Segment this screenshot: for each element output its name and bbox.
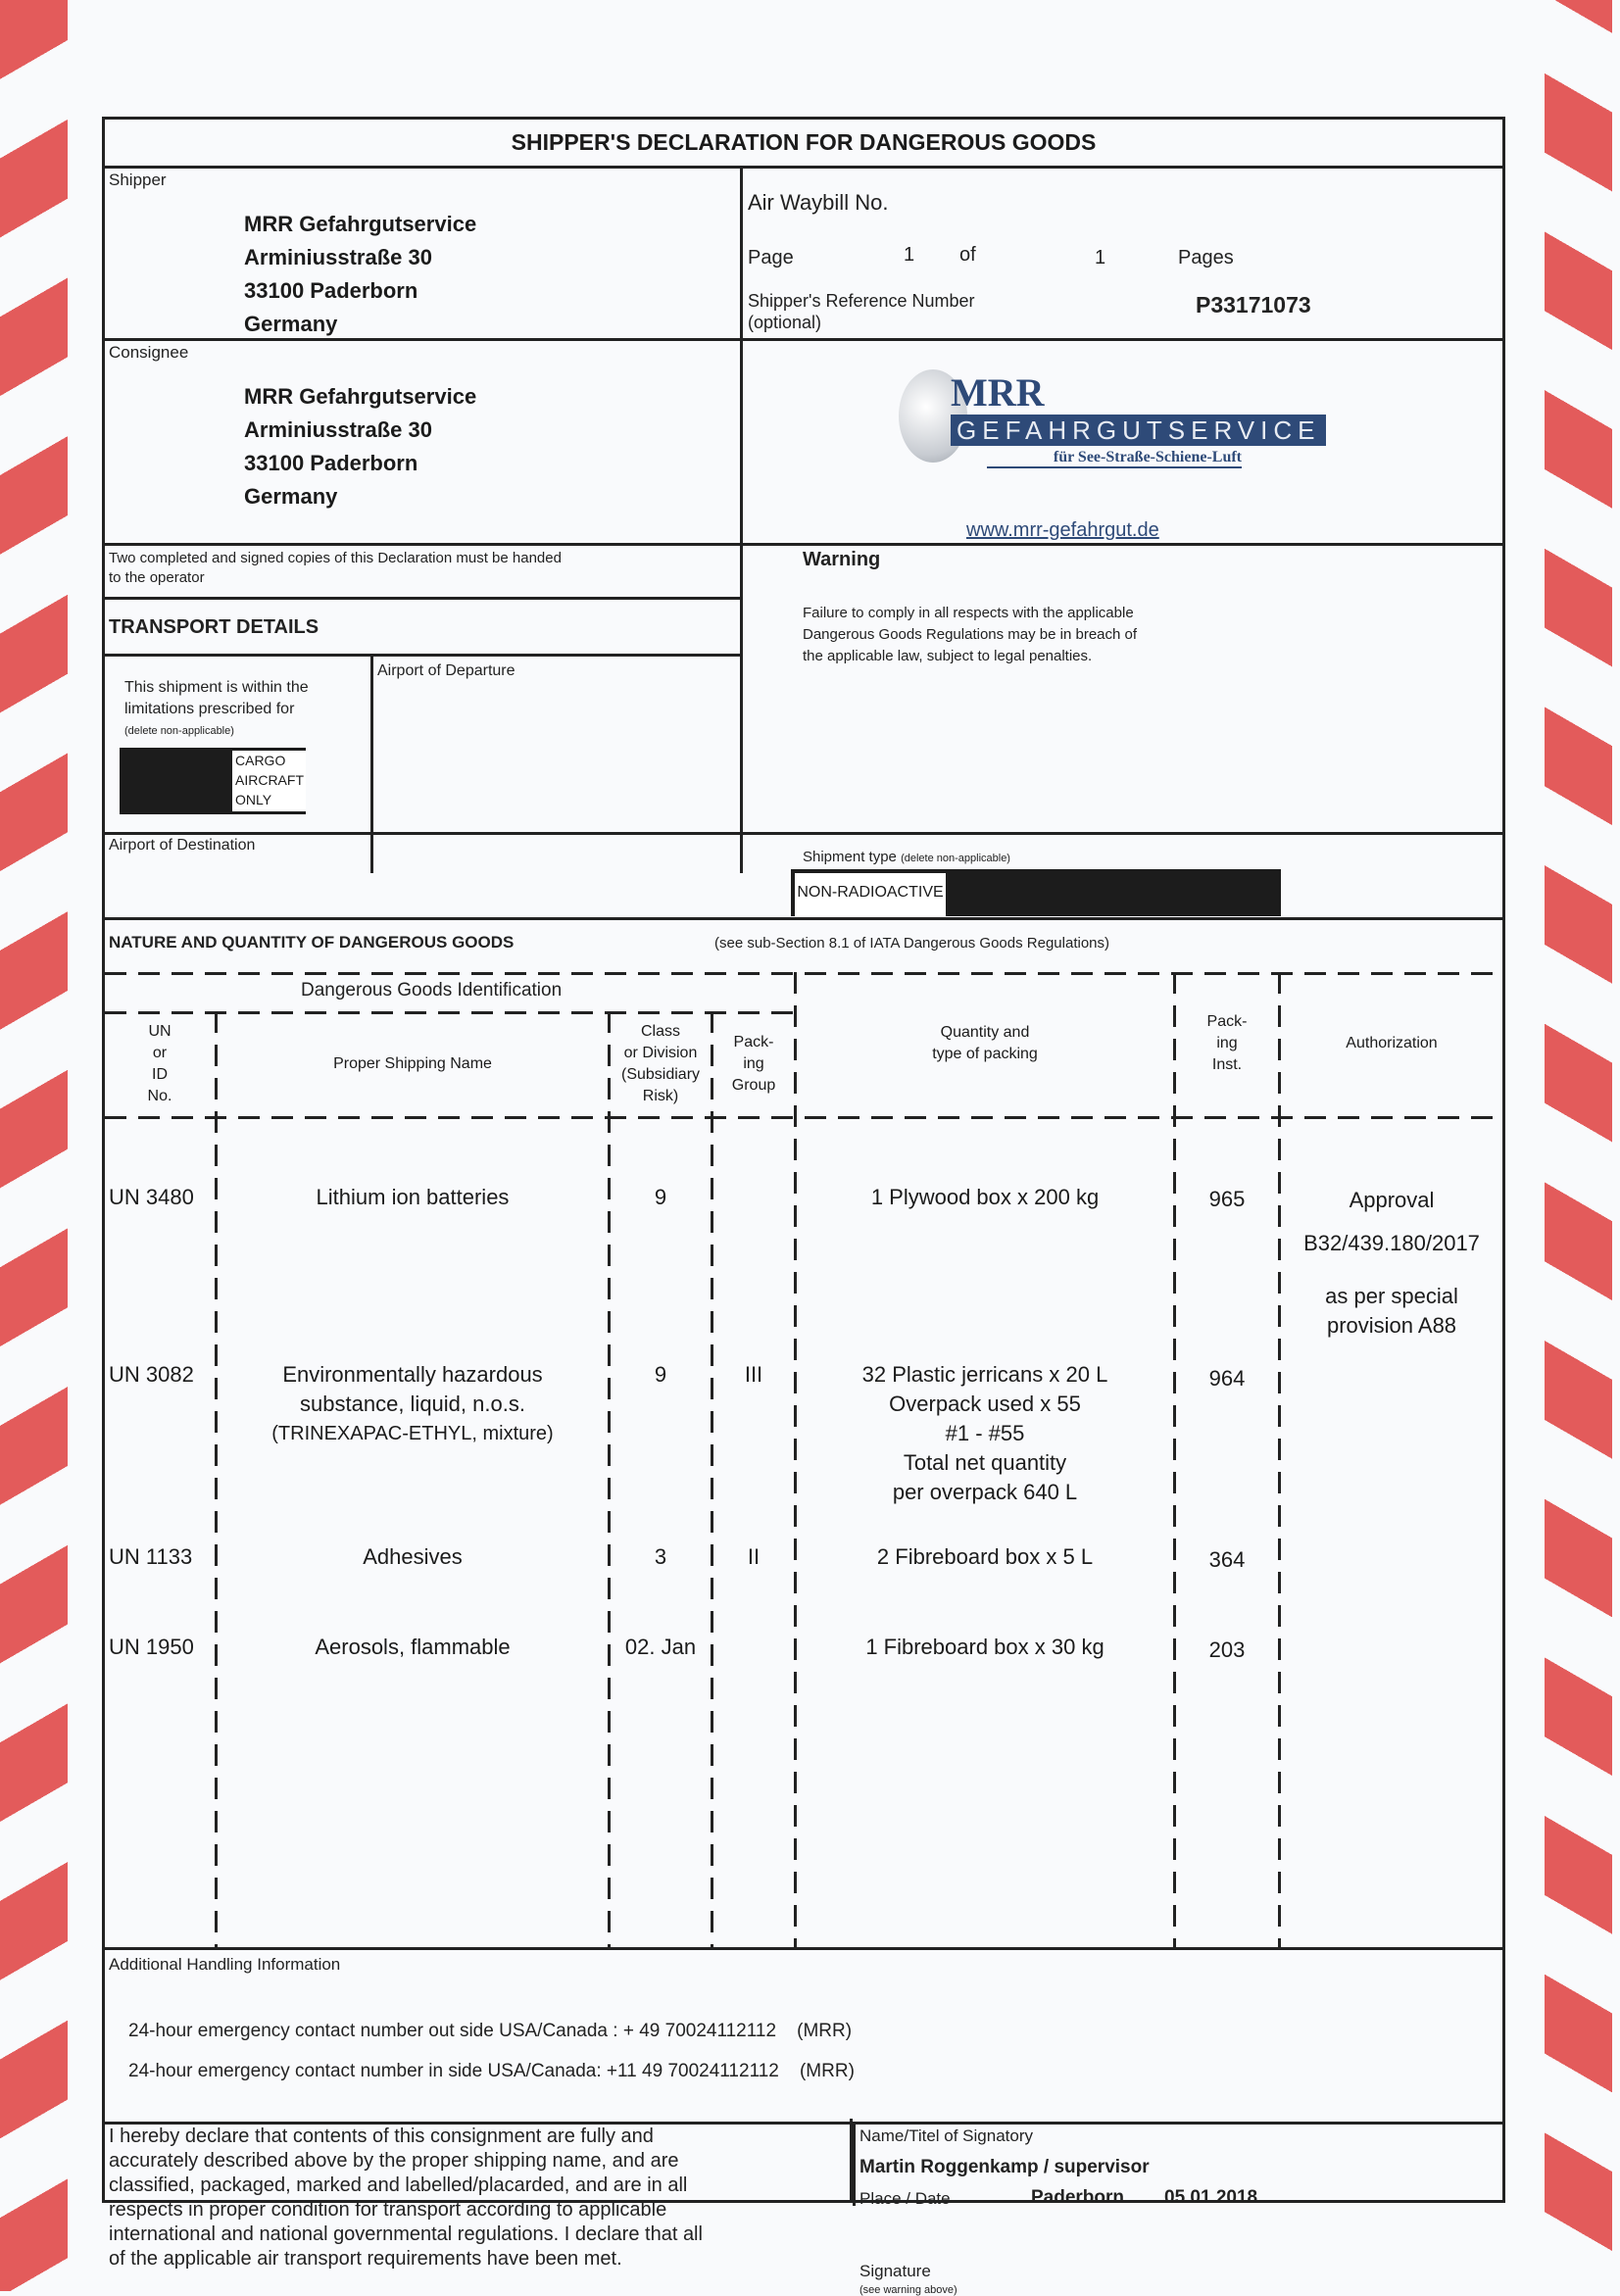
place-value: Paderborn — [1031, 2187, 1125, 2208]
cargo-line: CARGO — [235, 753, 286, 768]
declaration-line: of the applicable air transport requirements have been met. — [109, 2248, 622, 2270]
qty-line: Total net quantity — [903, 1450, 1067, 1475]
auth-line: Approval — [1349, 1188, 1435, 1212]
date-value: 05.01.2018 — [1164, 2187, 1258, 2208]
col-header-packing-inst — [1176, 1011, 1278, 1076]
cell-packing-group: III — [744, 1362, 763, 1387]
name-line: Environmentally hazardous — [282, 1362, 543, 1387]
warning-text — [803, 603, 1137, 667]
header-line: Risk) — [642, 1088, 679, 1104]
place-date-label: Place / Date — [859, 2189, 951, 2208]
declaration-line: classified, packaged, marked and labelled/placarded, and are in all — [109, 2174, 688, 2196]
logo-tagline: für See-Straße-Schiene-Luft — [987, 449, 1242, 468]
hazard-border-left — [0, 0, 68, 2291]
column-divider — [1173, 972, 1176, 1947]
header-line: or Division — [623, 1045, 698, 1061]
consignee-name: MRR Gefahrgutservice — [244, 384, 477, 409]
logo-subtitle: GEFAHRGUTSERVICE — [951, 415, 1326, 446]
divider — [105, 917, 1502, 920]
col-header-name: Proper Shipping Name — [333, 1055, 492, 1072]
cell-quantity: 2 Fibreboard box x 5 L — [876, 1544, 1094, 1569]
qty-line: #1 - #55 — [945, 1421, 1025, 1445]
cell-packing-inst: 364 — [1208, 1547, 1246, 1572]
declaration-text — [109, 2125, 703, 2272]
header-line: ID — [152, 1066, 168, 1083]
header-line: Class — [640, 1023, 680, 1040]
col-header-authorization: Authorization — [1346, 1035, 1438, 1051]
signature-label: Signature — [859, 2262, 931, 2280]
name-line: substance, liquid, n.o.s. — [300, 1392, 525, 1416]
page-total: 1 — [1095, 247, 1106, 269]
header-line: (Subsidiary — [620, 1066, 701, 1083]
emergency-contact-inside: 24-hour emergency contact number in side USA/Canada: +11 49 70024112112 (MRR) — [128, 2061, 855, 2081]
shipper-label: Shipper — [109, 171, 167, 189]
declaration-form — [102, 117, 1505, 2296]
auth-line: B32/439.180/2017 — [1303, 1231, 1480, 1255]
cell-class: 9 — [654, 1362, 667, 1387]
cell-class: 02. Jan — [624, 1635, 697, 1659]
signature-note: (see warning above) — [859, 2284, 957, 2296]
header-line: ing — [743, 1055, 764, 1072]
signatory-name-label: Name/Titel of Signatory — [859, 2126, 1033, 2145]
cell-class: 3 — [654, 1544, 667, 1569]
shipper-city: 33100 Paderborn — [244, 278, 418, 303]
goods-heading: NATURE AND QUANTITY OF DANGEROUS GOODS — [109, 933, 515, 952]
cell-name: Aerosols, flammable — [315, 1635, 511, 1659]
divider — [105, 654, 743, 657]
cargo-line: AIRCRAFT — [235, 772, 304, 788]
shipper-street: Arminiusstraße 30 — [244, 245, 432, 269]
cargo-line: ONLY — [235, 792, 272, 807]
auth-line: provision A88 — [1326, 1313, 1457, 1338]
page-label: Page — [748, 247, 794, 269]
transport-heading: TRANSPORT DETAILS — [109, 616, 319, 638]
shipment-type-label — [803, 849, 1010, 865]
header-line: UN — [148, 1023, 172, 1040]
divider — [740, 166, 743, 873]
cell-un: UN 1133 — [109, 1544, 193, 1569]
reference-optional: (optional) — [748, 313, 822, 332]
dashed-divider — [105, 972, 1502, 975]
signatory-name-value: Martin Roggenkamp / supervisor — [859, 2157, 1150, 2177]
consignee-street: Arminiusstraße 30 — [244, 417, 432, 442]
cell-quantity: 1 Fibreboard box x 30 kg — [865, 1635, 1105, 1659]
col-header-class — [611, 1021, 711, 1107]
departure-label: Airport of Departure — [377, 662, 515, 679]
pages-label: Pages — [1178, 247, 1234, 269]
consignee-address — [244, 380, 476, 513]
goods-reference: (see sub-Section 8.1 of IATA Dangerous Goods Regulations) — [714, 935, 1110, 952]
reference-label: Shipper's Reference Number — [748, 291, 975, 311]
cell-packing-inst: 965 — [1208, 1187, 1246, 1211]
consignee-city: 33100 Paderborn — [244, 451, 418, 475]
destination-label: Airport of Destination — [109, 837, 256, 854]
col-header-quantity — [797, 1022, 1173, 1065]
cell-packing-inst: 964 — [1208, 1366, 1246, 1391]
dashed-divider — [105, 1011, 793, 1014]
shipment-type-text: Shipment type — [803, 849, 897, 865]
declaration-line: I hereby declare that contents of this consignment are fully and — [109, 2125, 654, 2147]
warning-line: Dangerous Goods Regulations may be in breach of — [803, 626, 1138, 643]
logo-brand: MRR — [951, 370, 1045, 415]
shipment-type-note: (delete non-applicable) — [901, 853, 1010, 864]
qty-line: 32 Plastic jerricans x 20 L — [861, 1362, 1108, 1387]
identification-header: Dangerous Goods Identification — [301, 980, 563, 1001]
divider — [850, 2119, 853, 2203]
limitation-note: (delete non-applicable) — [124, 725, 234, 737]
cell-name — [218, 1360, 608, 1448]
divider — [105, 166, 1502, 169]
col-header-un — [105, 1021, 215, 1107]
reference-number: P33171073 — [1196, 292, 1311, 318]
cell-name: Lithium ion batteries — [316, 1185, 510, 1209]
divider — [105, 832, 1502, 835]
warning-line: the applicable law, subject to legal penalties. — [803, 648, 1093, 664]
divider — [105, 1947, 1502, 1950]
cell-quantity: 1 Plywood box x 200 kg — [870, 1185, 1100, 1209]
qty-line: Overpack used x 55 — [889, 1392, 1081, 1416]
limitation-text — [124, 677, 309, 742]
divider — [853, 2122, 856, 2206]
handling-label: Additional Handling Information — [109, 1955, 341, 1974]
shipper-name: MRR Gefahrgutservice — [244, 212, 477, 236]
emergency-contact-outside: 24-hour emergency contact number out side USA/Canada : + 49 70024112112 (MRR) — [128, 2021, 853, 2041]
cell-authorization — [1281, 1186, 1502, 1341]
divider — [105, 543, 1502, 546]
name-line: (TRINEXAPAC-ETHYL, mixture) — [271, 1423, 554, 1444]
warning-title: Warning — [803, 549, 881, 570]
header-line: No. — [147, 1088, 172, 1104]
page-title: SHIPPER'S DECLARATION FOR DANGEROUS GOODS — [511, 129, 1097, 155]
cell-un: UN 3082 — [109, 1362, 194, 1387]
divider — [370, 654, 373, 873]
cell-packing-group: II — [747, 1544, 761, 1569]
of-label: of — [959, 244, 976, 266]
header-line: Pack- — [733, 1034, 774, 1050]
consignee-label: Consignee — [109, 343, 189, 362]
declaration-line: international and national governmental regulations. I declare that all — [109, 2223, 703, 2245]
limitation-line: limitations prescribed for — [124, 701, 295, 717]
cell-class: 9 — [654, 1185, 667, 1209]
divider — [105, 338, 1502, 341]
header-line: type of packing — [932, 1046, 1038, 1062]
column-divider — [215, 1011, 218, 1947]
hazard-border-right — [1545, 0, 1612, 2291]
header-line: Pack- — [1206, 1013, 1248, 1030]
shipper-address — [244, 208, 476, 341]
cell-un: UN 3480 — [109, 1185, 194, 1209]
auth-line: as per special — [1325, 1284, 1458, 1308]
column-divider — [711, 1011, 713, 1947]
declaration-line: accurately described above by the proper shipping name, and are — [109, 2150, 679, 2172]
cell-quantity — [797, 1360, 1173, 1507]
dashed-divider — [105, 1116, 1502, 1119]
header-line: or — [152, 1045, 168, 1061]
website-link[interactable]: www.mrr-gefahrgut.de — [966, 519, 1159, 541]
limitation-line: This shipment is within the — [124, 679, 309, 696]
qty-line: per overpack 640 L — [892, 1480, 1078, 1504]
warning-line: Failure to comply in all respects with the applicable — [803, 605, 1134, 621]
consignee-country: Germany — [244, 484, 338, 509]
waybill-label: Air Waybill No. — [748, 190, 889, 215]
shipper-country: Germany — [244, 312, 338, 336]
page-number: 1 — [904, 244, 915, 266]
cargo-aircraft-only-box — [232, 751, 306, 811]
column-divider — [608, 1011, 611, 1947]
header-line: ing — [1216, 1035, 1238, 1051]
header-line: Quantity and — [940, 1024, 1030, 1041]
cell-name: Adhesives — [363, 1544, 463, 1569]
header-line: Group — [731, 1077, 776, 1094]
cell-un: UN 1950 — [109, 1635, 194, 1659]
cell-packing-inst: 203 — [1208, 1637, 1246, 1662]
header-line: Inst. — [1211, 1056, 1243, 1073]
shipment-type-value: NON-RADIOACTIVE — [795, 873, 946, 916]
divider — [105, 597, 743, 600]
declaration-line: respects in proper condition for transport according to applicable — [109, 2199, 667, 2221]
copies-note: Two completed and signed copies of this Declaration must be handed to the operator — [109, 550, 562, 586]
column-divider — [1278, 972, 1281, 1947]
col-header-packing-group — [713, 1032, 794, 1097]
